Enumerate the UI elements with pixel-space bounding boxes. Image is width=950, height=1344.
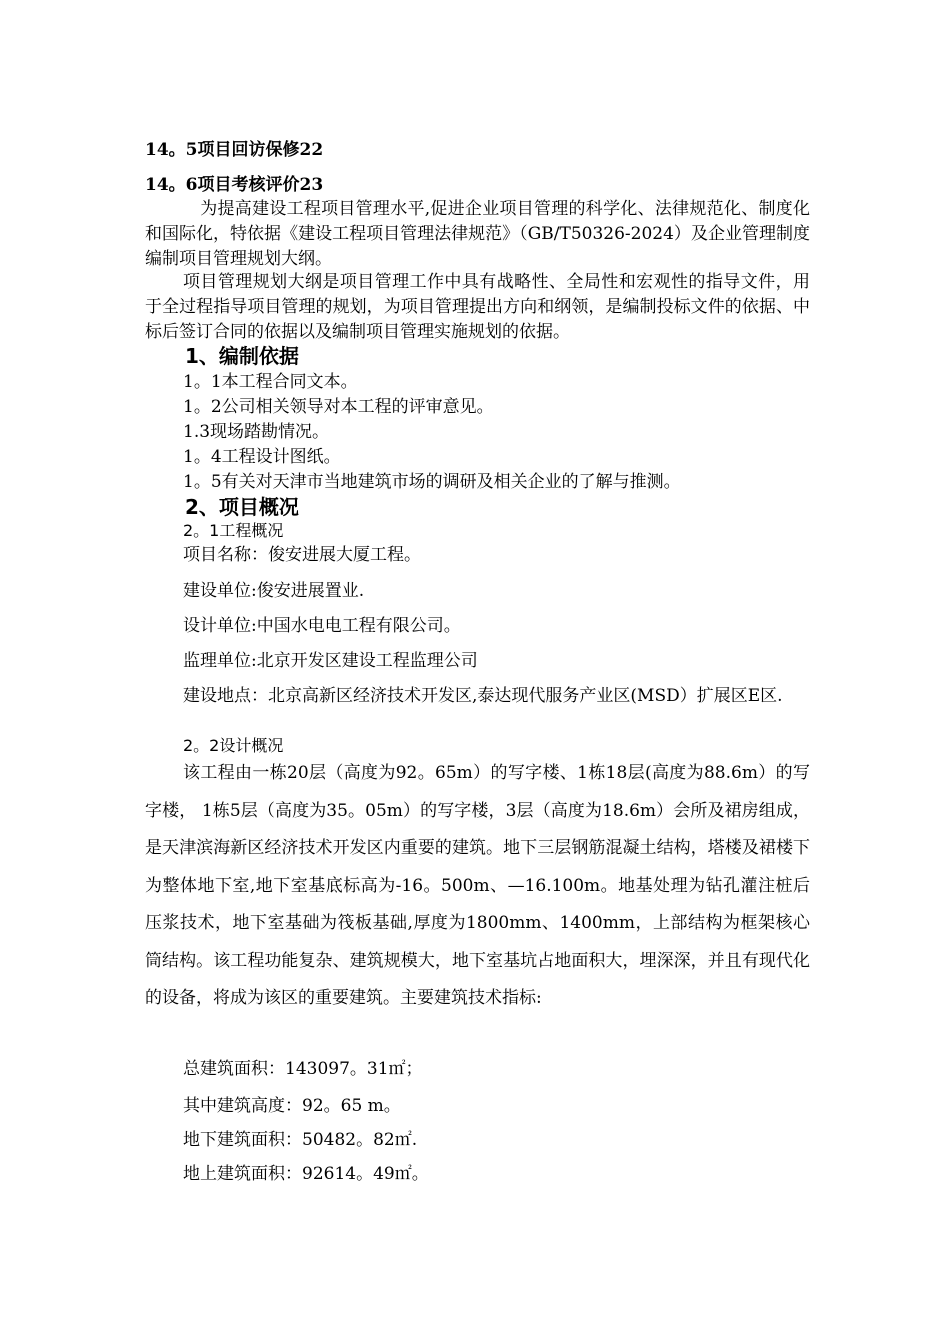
intro-text-2: 项目管理规划大纲是项目管理工作中具有战略性、全局性和宏观性的指导文件，用于全过程指导项目管理的规划，为项目管理提出方向和纲领，是编制投标文件的依据、中标后签订合同的依据以及编制项目管理实施规划的依据。 [145,272,810,342]
indicator-total-area: 总建筑面积：143097。31㎡； [183,1059,423,1079]
basis-item-5: 1。5有关对天津市当地建筑市场的调研及相关企业的了解与推测。 [183,472,681,492]
intro-text-1: 为提高建设工程项目管理水平,促进企业项目管理的科学化、法律规范化、制度化和国际化，特依据《建设工程项目管理法律规范》（GB/T50326-2024）及企业管理制度编制项目管理规划大纲。 [145,199,810,269]
subsection-heading-2-2: 2。2设计概况 [183,736,284,755]
builder-unit: 建设单位:俊安进展置业. [183,581,365,601]
indicator-building-height: 其中建筑高度：92。65 m。 [183,1096,401,1116]
location-paragraph [145,684,810,709]
subsection-heading-2-1: 2。1工程概况 [183,521,284,540]
intro-paragraph-1 [145,197,810,272]
intro-paragraph-2 [145,270,810,345]
toc-item-14-6: 14。6项目考核评价23 [145,175,324,195]
basis-item-1: 1。1本工程合同文本。 [183,372,358,392]
toc-item-14-5: 14。5项目回访保修22 [145,140,324,160]
design-overview-paragraph [145,755,810,1018]
design-unit: 设计单位:中国水电电工程有限公司。 [183,616,461,636]
basis-item-3: 1.3现场踏勘情况。 [183,422,330,442]
design-overview-text: 该工程由一栋20层（高度为92。65m）的写字楼、1栋18层(高度为88.6m）的写字楼， 1栋5层（高度为35。05m）的写字楼，3层（高度为18.6m）会所及裙房组成，是天津滨海新区经济技术开发区内重要的建筑。地下三层钢筋混凝土结构，塔楼及裙楼下为整体地下室,地下室基底标高为-16。500m、—16.100m。地基处理为钻孔灌注桩后压浆技术，地下室基础为筏板基础,厚度为1800mm、1400mm，上部结构为框架核心筒结构。该工程功能复杂、建筑规模大，地下室基坑占地面积大，埋深深，并且有现代化的设备，将成为该区的重要建筑。主要建筑技术指标: [145,763,810,1008]
supervision-unit: 监理单位:北京开发区建设工程监理公司 [183,651,478,671]
basis-item-2: 1。2公司相关领导对本工程的评审意见。 [183,397,494,417]
basis-item-4: 1。4工程设计图纸。 [183,447,341,467]
project-name: 项目名称：俊安进展大厦工程。 [183,545,421,565]
indicator-underground-area: 地下建筑面积：50482。82㎡. [183,1130,418,1150]
indicator-aboveground-area: 地上建筑面积：92614。49㎡。 [183,1164,429,1184]
section-heading-2: 2、项目概况 [185,495,299,519]
location-text: 建设地点：北京高新区经济技术开发区,泰达现代服务产业区(MSD）扩展区E区. [183,686,783,706]
section-heading-1: 1、编制依据 [185,344,299,368]
